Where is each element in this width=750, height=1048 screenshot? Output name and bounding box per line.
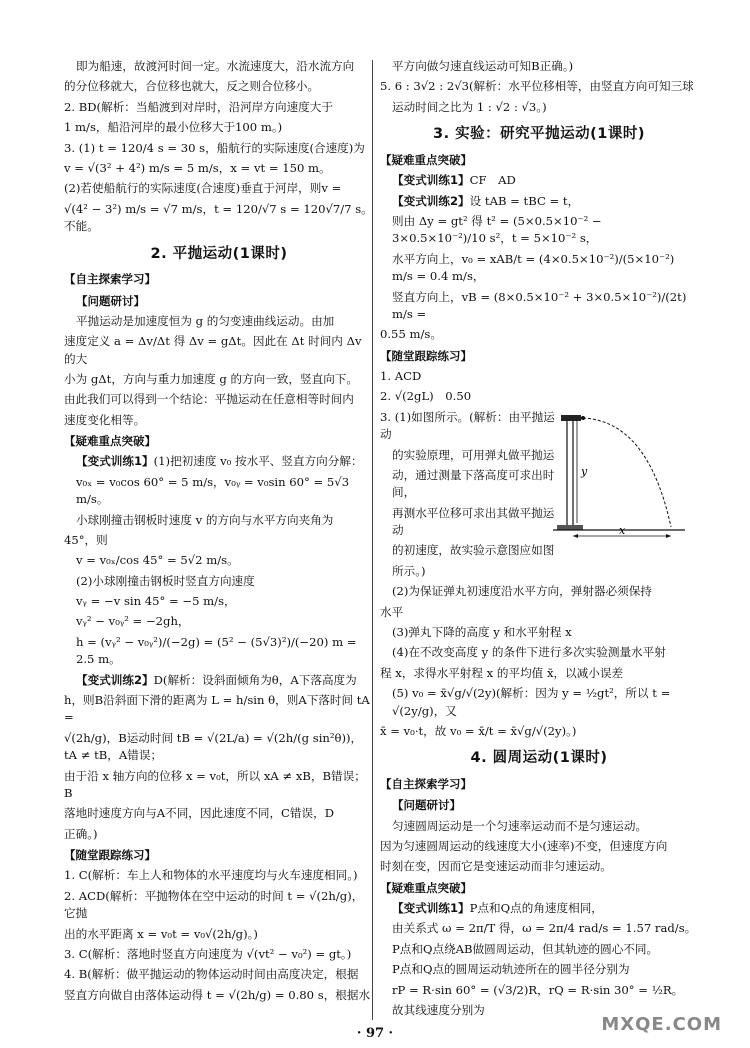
text-line: 设 tAB = tBC = t， xyxy=(469,193,580,208)
text-line: 由关系式 ω = 2π/T 得，ω = 2π/4 rad/s = 1.57 rad/s。 xyxy=(392,921,697,936)
text-line: P点和Q点的角速度相同， xyxy=(469,901,603,916)
text-line: 小球刚撞击钢板时速度 v 的方向与水平方向夹角为 xyxy=(76,512,334,527)
text-line: 运动时间之比为 1 : √2 : √3。) xyxy=(392,99,547,114)
text-line: x̄ = v₀·t，故 v₀ = x̄/t = x̄√g/√(2y)。) xyxy=(380,723,577,738)
stand-pole xyxy=(567,419,573,527)
projectile-experiment-figure xyxy=(553,409,688,539)
text-line: D(解析：设斜面倾角为θ，A下落高度为 xyxy=(153,672,357,687)
exercise-tag: 【变式训练2】 xyxy=(76,672,154,687)
text-line: vᵧ² − v₀ᵧ² = −2gh， xyxy=(76,614,190,629)
text-line: 1. C(解析：车上人和物体的水平速度均与火车速度相同。) xyxy=(64,868,358,883)
text-line: rP = R·sin 60° = (√3/2)R，rQ = R·sin 30° = ½R。 xyxy=(392,982,684,997)
text-line: 出的水平距离 x = v₀t = v₀√(2h/g)。) xyxy=(64,926,258,941)
section-title: 2. 平抛运动(1课时) xyxy=(150,245,288,262)
section-tag: 【随堂跟踪练习】 xyxy=(64,848,156,863)
text-line: 故其线速度分别为 xyxy=(392,1002,485,1017)
text-line: 竖直方向做自由落体运动得 t = √(2h/g) = 0.80 s，根据水 xyxy=(64,987,371,1002)
text-line: 动，通过测量下落高度可求出时间， xyxy=(392,467,555,500)
exercise-tag: 【变式训练1】 xyxy=(392,901,470,916)
text-line: CF AD xyxy=(469,173,516,188)
section-tag: 【疑难重点突破】 xyxy=(380,152,472,167)
x-label: x xyxy=(619,523,626,537)
text-line: 2. BD(解析：当船渡到对岸时，沿河岸方向速度大于 xyxy=(64,99,333,114)
text-line: 则由 Δy = gt² 得 t² = (5×0.5×10⁻² − 3×0.5×10⁻²)/10 s²，t = 5×10⁻² s， xyxy=(392,213,602,246)
text-line: 由于沿 x 轴方向的位移 x = v₀t，所以 xA ≠ xB，B错误；B xyxy=(64,768,366,800)
right-column xyxy=(380,58,698,1022)
text-line: 水平方向上，v₀ = xAB/t = (4×0.5×10⁻²)/(5×10⁻²) m/s = 0.4 m/s， xyxy=(392,251,675,284)
x-arrowhead xyxy=(666,534,671,538)
text-line: v = v₀ₓ/cos 45° = 5√2 m/s。 xyxy=(76,553,239,568)
x-arrowtail xyxy=(573,534,578,538)
text-line: 的分位移就大，合位移也就大，反之则合位移小。 xyxy=(64,79,320,94)
text-line: 由此我们可以得到一个结论：平抛运动在任意相等时间内 xyxy=(64,392,354,407)
text-line: 速度定义 a = Δv/Δt 得 Δv = gΔt。因此在 Δt 时间内 Δv 的大 xyxy=(64,334,362,366)
text-line: (5) v₀ = x̄√g/√(2y)(解析：因为 y = ½gt²，所以 t = √(2y/g)，又 xyxy=(392,686,671,718)
watermark-logo: MXQE.COM xyxy=(601,1014,722,1035)
text-line: 的实验原理，可用弹丸做平抛运 xyxy=(392,447,555,462)
text-line: 平方向做匀速直线运动可知B正确。) xyxy=(392,59,574,73)
text-line: 45°，则 xyxy=(64,532,108,547)
text-line: 程 x，求得水平射程 x 的平均值 x̄，以减小误差 xyxy=(380,665,624,680)
section-tag: 【问题研讨】 xyxy=(392,798,461,813)
text-line: 竖直方向上，vB = (8×0.5×10⁻² + 3×0.5×10⁻²)/(2t) m/s = xyxy=(392,289,687,321)
stand-base xyxy=(557,525,583,530)
text-line: 时刻在变，因而它是变速运动而非匀速运动。 xyxy=(380,859,612,874)
text-line: 1 m/s，船沿河岸的最小位移大于100 m。) xyxy=(64,120,283,135)
section-title: 4. 圆周运动(1课时) xyxy=(470,750,608,767)
y-label: y xyxy=(581,464,588,478)
text-line: √(2h/g)，B运动时间 tB = √(2L/a) = √(2h/(g sin²θ))，tA ≠ tB，A错误； xyxy=(64,730,363,763)
text-line: (2)为保证弹丸初速度沿水平方向，弹射器必须保持 xyxy=(392,584,652,599)
text-line: vᵧ = −v sin 45° = −5 m/s， xyxy=(76,594,236,609)
text-line: 的初速度，故实验示意图应如图 xyxy=(392,543,555,558)
text-line: P点和Q点绕AB做圆周运动，但其轨迹的圆心不同。 xyxy=(392,941,659,956)
text-line: 再测水平位移可求出其做平抛运动 xyxy=(392,505,555,538)
text-line: 2. ACD(解析：平抛物体在空中运动的时间 t = √(2h/g)，它抛 xyxy=(64,888,364,921)
text-line: 3. (1) t = 120/4 s = 30 s，船航行的实际速度(合速度)为 xyxy=(64,140,365,155)
section-tag: 【自主探索学习】 xyxy=(64,272,156,287)
section-tag: 【随堂跟踪练习】 xyxy=(380,348,472,363)
text-line: (2)小球刚撞击钢板时竖直方向速度 xyxy=(76,573,255,588)
text-line: h = (vᵧ² − v₀ᵧ²)/(−2g) = (5² − (5√3)²)/(−20) m = 2.5 m。 xyxy=(76,634,357,667)
text-line: (3)弹丸下降的高度 y 和水平射程 x xyxy=(392,625,572,640)
text-line: 4. B(解析：做平抛运动的物体运动时间由高度决定，根据 xyxy=(64,967,359,982)
launcher xyxy=(561,415,581,421)
text-line: 所示。) xyxy=(392,563,426,578)
section-tag: 【疑难重点突破】 xyxy=(64,434,156,449)
text-line: 水平 xyxy=(380,604,404,619)
text-line: P点和Q点的圆周运动轨迹所在的圆半径分别为 xyxy=(392,962,630,977)
text-line: (2)若使船航行的实际速度(合速度)垂直于河岸，则v = xyxy=(64,181,342,196)
text-line: v = √(3² + 4²) m/s = 5 m/s，x = vt = 150 m。 xyxy=(64,160,331,175)
exercise-tag: 【变式训练1】 xyxy=(392,173,470,188)
text-line: 速度变化相等。 xyxy=(64,412,146,427)
text-line: 即为船速，故渡河时间一定。水流速度大，沿水流方向 xyxy=(76,59,355,73)
section-tag: 【自主探索学习】 xyxy=(380,777,472,792)
section-tag: 【问题研讨】 xyxy=(76,293,145,308)
text-line: h，则B沿斜面下滑的距离为 L = h/sin θ，则A下落时间 tA = xyxy=(64,693,370,725)
text-line: 小为 gΔt，方向与重力加速度 g 的方向一致，竖直向下。 xyxy=(64,371,358,386)
section-tag: 【疑难重点突破】 xyxy=(380,880,472,895)
text-line: 1. ACD xyxy=(380,368,422,383)
experiment-block xyxy=(380,409,698,581)
page-number: · 97 · xyxy=(356,1026,394,1041)
section-title: 3. 实验：研究平抛运动(1课时) xyxy=(433,126,645,143)
text-line: 落地时速度方向与A不同，因此速度不同，C错误，D xyxy=(64,806,335,821)
text-line: 3. (1)如图所示。(解析：由平抛运动 xyxy=(380,409,555,442)
text-line: (1)把初速度 v₀ 按水平、竖直方向分解： xyxy=(153,454,363,469)
text-line: 正确。) xyxy=(64,826,98,841)
text-line: 0.55 m/s。 xyxy=(380,327,442,342)
exercise-tag: 【变式训练2】 xyxy=(392,193,470,208)
exercise-tag: 【变式训练1】 xyxy=(76,454,154,469)
text-line: 2. √(2gL) 0.50 xyxy=(380,389,472,404)
text-line: (4)在不改变高度 y 的条件下进行多次实验测量水平射 xyxy=(392,645,666,660)
text-line: 5. 6 : 3√2 : 2√3(解析：水平位移相等，由竖直方向可知三球 xyxy=(380,79,694,94)
left-column xyxy=(64,58,374,1007)
text-line: 3. C(解析：落地时竖直方向速度为 √(vt² − v₀²) = gt。) xyxy=(64,946,352,961)
text-line: v₀ₓ = v₀cos 60° = 5 m/s，v₀ᵧ = v₀sin 60° = 5√3 m/s。 xyxy=(76,474,350,507)
text-line: 匀速圆周运动是一个匀速率运动而不是匀速运动。 xyxy=(392,818,648,833)
text-line: 因为匀速圆周运动的线速度大小(速率)不变，但速度方向 xyxy=(380,839,668,853)
text-line: 平抛运动是加速度恒为 g 的匀变速曲线运动。由加 xyxy=(76,313,335,328)
trajectory-curve xyxy=(583,418,671,527)
text-line: √(4² − 3²) m/s = √7 m/s，t = 120/√7 s = 120√7/7 s。不能。 xyxy=(64,201,373,234)
